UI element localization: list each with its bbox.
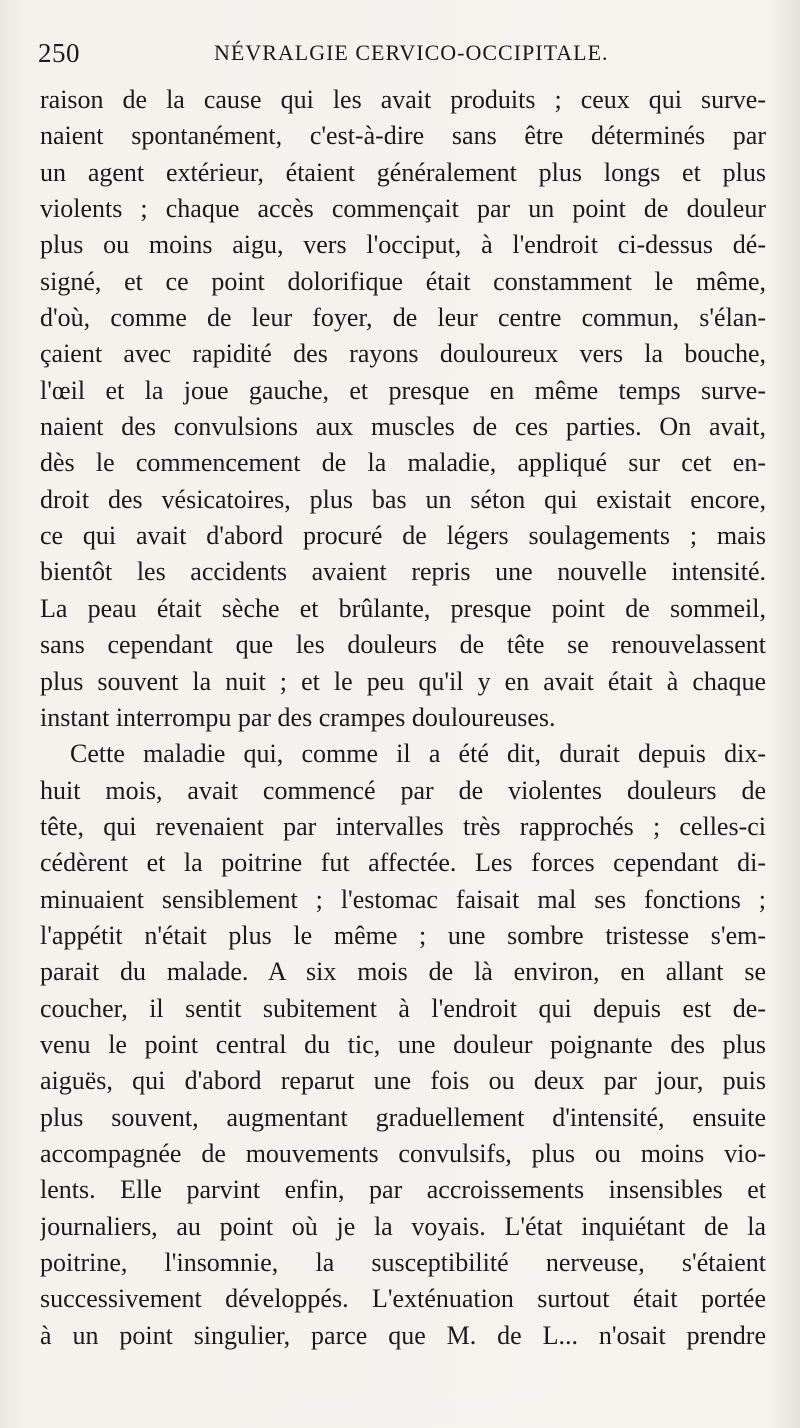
- text-line-paragraph-end: instant interrompu par des crampes douloureuses.: [40, 702, 556, 732]
- text-line: journaliers, au point où je la voyais. L'état inquiétant de la: [40, 1211, 766, 1241]
- text-line: parait du malade. A six mois de là environ, en allant se: [40, 957, 766, 987]
- text-line: aiguës, qui d'abord reparut une fois ou deux par jour, puis: [40, 1066, 766, 1096]
- text-line: naient spontanément, c'est-à-dire sans être déterminés par: [40, 121, 766, 151]
- text-line: bientôt les accidents avaient repris une nouvelle intensité.: [40, 557, 766, 587]
- text-line: poitrine, l'insomnie, la susceptibilité nerveuse, s'étaient: [40, 1248, 766, 1277]
- text-line: sans cependant que les douleurs de tête se renouvelassent: [40, 630, 766, 660]
- text-line: venu le point central du tic, une douleur poignante des plus: [40, 1029, 766, 1059]
- body-text: [40, 82, 766, 1354]
- text-line: raison de la cause qui les avait produits ; ceux qui surve-: [40, 85, 766, 114]
- text-line: tête, qui revenaient par intervalles très rapprochés ; celles-ci: [40, 811, 766, 841]
- text-line: La peau était sèche et brûlante, presque point de sommeil,: [40, 593, 766, 623]
- text-line: à un point singulier, parce que M. de L... n'osait prendre: [40, 1320, 766, 1350]
- text-line-paragraph-start: Cette maladie qui, comme il a été dit, durait depuis dix-: [70, 739, 766, 769]
- text-line: naient des convulsions aux muscles de ces parties. On avait,: [40, 412, 766, 442]
- text-line: lents. Elle parvint enfin, par accroissements insensibles et: [40, 1175, 766, 1205]
- text-line: d'où, comme de leur foyer, de leur centre commun, s'élan-: [40, 303, 766, 333]
- page-header: [38, 34, 760, 74]
- text-line: accompagnée de mouvements convulsifs, plus ou moins vio-: [40, 1138, 766, 1168]
- text-line: droit des vésicatoires, plus bas un séton qui existait encore,: [40, 484, 766, 514]
- page-number: 250: [38, 38, 80, 68]
- text-line: plus ou moins aigu, vers l'occiput, à l'endroit ci-dessus dé-: [40, 230, 766, 260]
- text-line: l'appétit n'était plus le même ; une sombre tristesse s'em-: [40, 920, 766, 950]
- text-line: successivement développés. L'exténuation surtout était portée: [40, 1284, 766, 1314]
- text-line: ce qui avait d'abord procuré de légers soulagements ; mais: [40, 521, 766, 551]
- text-line: minuaient sensiblement ; l'estomac faisait mal ses fonctions ;: [40, 884, 766, 914]
- text-line: l'œil et la joue gauche, et presque en même temps surve-: [40, 375, 766, 405]
- text-line: çaient avec rapidité des rayons douloureux vers la bouche,: [40, 339, 766, 369]
- text-line: un agent extérieur, étaient généralement plus longs et plus: [40, 157, 766, 187]
- text-line: signé, et ce point dolorifique était constamment le même,: [40, 266, 766, 296]
- text-line: huit mois, avait commencé par de violentes douleurs de: [40, 775, 766, 805]
- text-line: plus souvent, augmentant graduellement d'intensité, ensuite: [40, 1102, 766, 1132]
- text-line: coucher, il sentit subitement à l'endroit qui depuis est de-: [40, 993, 766, 1023]
- text-line: violents ; chaque accès commençait par un point de douleur: [40, 194, 766, 224]
- text-line: cédèrent et la poitrine fut affectée. Les forces cependant di-: [40, 848, 766, 878]
- text-line: dès le commencement de la maladie, appliqué sur cet en-: [40, 448, 766, 478]
- text-line: plus souvent la nuit ; et le peu qu'il y en avait était à chaque: [40, 666, 766, 696]
- running-title: NÉVRALGIE CERVICO-OCCIPITALE.: [214, 40, 609, 65]
